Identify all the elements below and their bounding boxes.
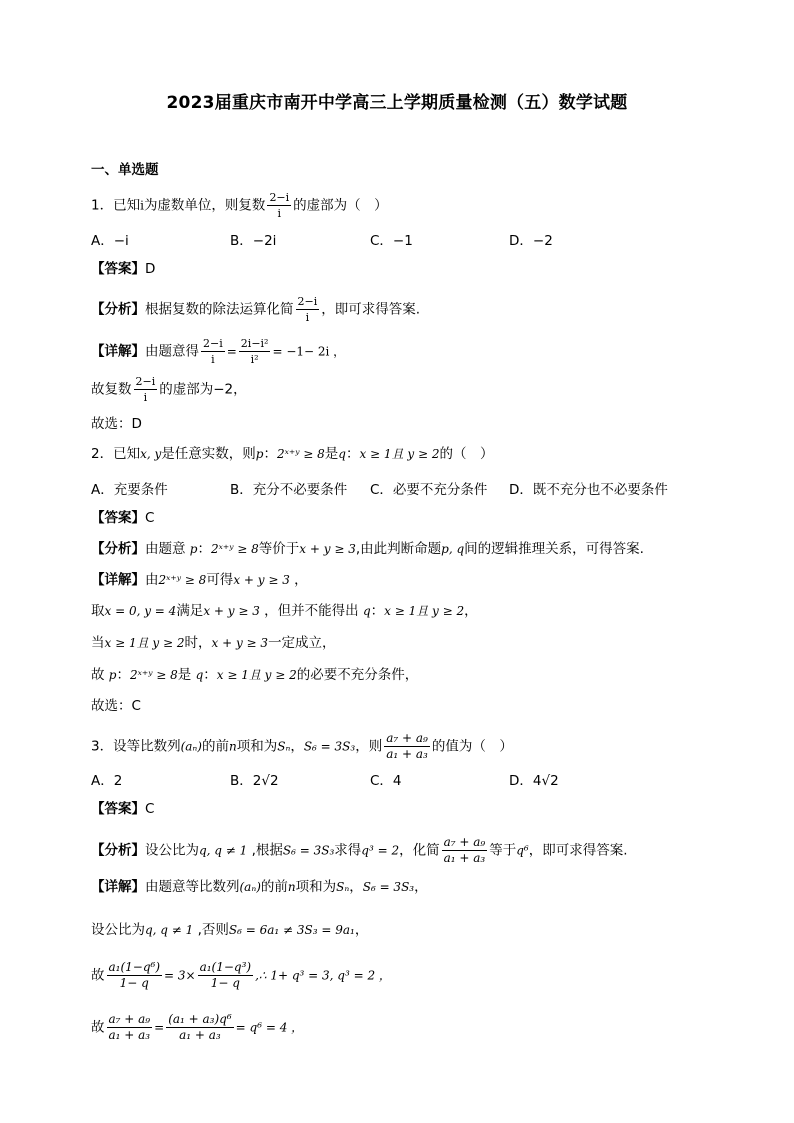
math: n <box>228 739 237 754</box>
text: ，即可求得答案. <box>528 842 628 859</box>
analysis-tag: 【分析】 <box>91 301 145 318</box>
math: S₆ = 3S₃ <box>282 843 335 858</box>
fraction <box>166 1012 233 1043</box>
math: p <box>255 447 264 461</box>
detail-line <box>91 665 418 685</box>
option-c: C．4 <box>370 773 402 789</box>
text: 1．已知 <box>91 197 141 214</box>
numerator: a₁(1−q³) <box>199 960 252 974</box>
math: x ≥ 1且 y ≥ 2 <box>384 604 465 618</box>
numerator: 2i−i² <box>240 337 269 350</box>
text: 等于 <box>489 842 517 859</box>
text: ,由此判断命题 <box>355 541 442 557</box>
math: Sₙ <box>277 739 291 754</box>
fraction <box>267 190 291 221</box>
math: Sₙ <box>336 880 350 894</box>
numerator: 2−i <box>135 375 156 388</box>
detail-tag: 【详解】 <box>91 572 145 588</box>
detail-line <box>91 960 391 991</box>
denominator: i <box>277 207 282 220</box>
detail-line <box>91 336 345 367</box>
detail-line <box>91 1012 303 1043</box>
question-1-stem <box>91 190 388 221</box>
text: ，即可求得答案. <box>321 301 421 318</box>
text: ， <box>289 572 308 588</box>
numerator: a₇ + a₉ <box>108 1012 151 1026</box>
text: 的虚部为（ ） <box>293 197 388 214</box>
fraction <box>296 294 320 325</box>
math: i <box>140 198 144 213</box>
answer-value: C <box>145 510 155 526</box>
math: = −1− 2i ， <box>272 344 346 359</box>
math: = <box>226 344 237 359</box>
math: x + y ≥ 3 <box>233 573 290 587</box>
answer-tag: 【答案】 <box>91 261 145 277</box>
math: 2ˣ⁺ʸ ≥ 8 <box>158 573 207 587</box>
math: q <box>362 604 371 618</box>
detail-tag: 【详解】 <box>91 343 145 360</box>
denominator: a₁ + a₃ <box>108 1028 151 1042</box>
detail-line <box>91 877 428 897</box>
option-a: A．充要条件 <box>91 482 168 498</box>
text: ，则 <box>355 738 383 755</box>
math: x, y <box>140 447 162 461</box>
text: 3．设等比数列 <box>91 738 181 755</box>
analysis-tag: 【分析】 <box>91 842 145 859</box>
denominator: i <box>211 353 215 366</box>
math: q⁶ <box>516 843 529 858</box>
text: 的虚部为−2， <box>159 381 247 398</box>
answer-line <box>91 259 155 279</box>
option-b: B．充分不必要条件 <box>230 482 348 498</box>
text: 的值为（ ） <box>431 738 513 755</box>
text: 的（ ） <box>439 446 494 462</box>
fraction <box>201 336 225 367</box>
math: S₆ = 6a₁ ≠ 3S₃ = 9a₁ <box>228 923 355 937</box>
fraction <box>239 336 271 367</box>
text: 由题意得 <box>145 343 199 360</box>
text: ： <box>370 603 385 619</box>
detail-line <box>91 633 336 653</box>
numerator: a₇ + a₉ <box>386 731 428 745</box>
denominator: a₁ + a₃ <box>443 851 486 865</box>
detail-tag: 【详解】 <box>91 879 145 895</box>
text: ，但并不能得出 <box>259 603 363 619</box>
text: ： <box>197 541 211 557</box>
math: x = 0, y = 4 <box>104 604 177 618</box>
text: 取 <box>91 603 105 619</box>
math: x + y ≥ 3 <box>211 636 269 650</box>
fraction <box>134 374 158 405</box>
option-a: A．2 <box>91 773 123 789</box>
text: 根据复数的除法运算化简 <box>145 301 294 318</box>
math: p, q <box>441 542 465 556</box>
fraction <box>107 960 163 991</box>
text: ： <box>116 667 130 683</box>
answer-value: D <box>145 261 156 277</box>
fraction <box>107 1012 153 1043</box>
text: 故 <box>91 667 109 683</box>
text: 可得 <box>206 572 234 588</box>
text: ： <box>263 446 277 462</box>
choose-line: 故选：D <box>91 416 142 432</box>
text: 故复数 <box>91 381 132 398</box>
text: 一定成立， <box>268 635 336 651</box>
numerator: a₁(1−q⁶) <box>108 960 161 974</box>
math: (aₙ) <box>180 739 202 754</box>
text: 为虚数单位，则复数 <box>143 197 266 214</box>
answer-tag: 【答案】 <box>91 801 145 817</box>
text: 的前 <box>201 738 229 755</box>
text: 是 <box>177 667 196 683</box>
numerator: (a₁ + a₃)q⁶ <box>168 1012 232 1026</box>
denominator: 1− q <box>119 976 149 990</box>
analysis-line <box>91 294 420 325</box>
text: 间的逻辑推理关系，可得答案. <box>464 541 644 557</box>
text: ， <box>290 738 304 755</box>
option-d: D．既不充分也不必要条件 <box>509 482 668 498</box>
math: (aₙ) <box>239 880 261 894</box>
answer-value: C <box>145 801 155 817</box>
denominator: a₁ + a₃ <box>179 1028 221 1042</box>
text: 的前 <box>260 879 288 895</box>
math: x ≥ 1且 y ≥ 2 <box>104 636 185 650</box>
math: p <box>189 542 198 556</box>
text: 项和为 <box>295 879 337 895</box>
text: 当 <box>91 635 105 651</box>
denominator: 1− q <box>210 976 240 990</box>
option-a: A．−i <box>91 233 129 249</box>
option-b: B．−2i <box>230 233 277 249</box>
math: = <box>154 1020 165 1035</box>
text: 求得 <box>334 842 362 859</box>
math: S₆ = 3S₃ <box>303 739 356 754</box>
numerator: 2−i <box>297 295 318 308</box>
fraction <box>384 731 430 762</box>
text: ， <box>464 603 478 619</box>
analysis-line <box>91 539 644 559</box>
text: ，化简 <box>399 842 440 859</box>
answer-line <box>91 799 154 819</box>
choose-line: 故选：C <box>91 698 141 714</box>
text: 时， <box>184 635 212 651</box>
math: = 3× <box>164 968 196 983</box>
numerator: 2−i <box>269 191 290 204</box>
text: 由题意 <box>145 541 190 557</box>
text: ， <box>349 879 363 895</box>
option-d: D．−2 <box>509 233 553 249</box>
math: q, q ≠ 1 <box>199 843 248 858</box>
math: q <box>338 447 346 461</box>
detail-line <box>91 920 368 940</box>
detail-line <box>91 374 247 405</box>
math: n <box>287 880 296 894</box>
math: x ≥ 1且 y ≥ 2 <box>359 447 440 461</box>
denominator: a₁ + a₃ <box>386 747 428 761</box>
numerator: a₇ + a₉ <box>443 835 486 849</box>
text: ： <box>345 446 360 462</box>
text: 是任意实数，则 <box>161 446 256 462</box>
option-d: D．4√2 <box>509 773 559 789</box>
text: ， <box>354 922 369 938</box>
text: 是 <box>324 446 339 462</box>
text: 故 <box>91 967 105 984</box>
detail-line <box>91 601 478 621</box>
text: 满足 <box>176 603 204 619</box>
text: 项和为 <box>236 738 278 755</box>
text: 故 <box>91 1019 105 1036</box>
math: x + y ≥ 3 <box>203 604 260 618</box>
fraction <box>442 835 488 866</box>
option-c: C．必要不充分条件 <box>370 482 488 498</box>
option-b: B．2√2 <box>230 773 279 789</box>
math: 2ˣ⁺ʸ ≥ 8 <box>129 668 178 682</box>
text: ： <box>203 667 217 683</box>
denominator: i <box>305 311 310 324</box>
denominator: i² <box>250 353 259 366</box>
fraction <box>198 960 254 991</box>
math: x + y ≥ 3 <box>299 542 356 556</box>
math: x ≥ 1且 y ≥ 2 <box>216 668 297 682</box>
math: S₆ = 3S₃ <box>362 880 415 894</box>
analysis-line <box>91 835 628 866</box>
text: 2．已知 <box>91 446 141 462</box>
text: 由 <box>145 572 159 588</box>
math: q, q ≠ 1 <box>145 923 194 937</box>
section-heading: 一、单选题 <box>91 162 159 178</box>
math: q³ = 2 <box>361 843 400 858</box>
numerator: 2−i <box>203 337 223 350</box>
analysis-tag: 【分析】 <box>91 541 145 557</box>
math: p <box>108 668 117 682</box>
denominator: i <box>143 391 148 404</box>
math: q <box>195 668 204 682</box>
option-c: C．−1 <box>370 233 413 249</box>
text: ,否则 <box>193 922 229 938</box>
text: 设公比为 <box>91 922 145 938</box>
detail-line <box>91 570 308 590</box>
question-3-stem <box>91 731 513 762</box>
text: 设公比为 <box>145 842 199 859</box>
answer-tag: 【答案】 <box>91 510 145 526</box>
answer-line <box>91 508 154 528</box>
page-title: 2023届重庆市南开中学高三上学期质量检测（五）数学试题 <box>166 93 628 113</box>
math: 2ˣ⁺ʸ ≥ 8 <box>276 447 325 461</box>
text: 由题意等比数列 <box>145 879 240 895</box>
text: 的必要不充分条件， <box>296 667 419 683</box>
question-2-stem <box>91 444 493 464</box>
text: 等价于 <box>258 541 300 557</box>
math: ,∴ 1+ q³ = 3, q³ = 2 ， <box>255 968 391 983</box>
math: 2ˣ⁺ʸ ≥ 8 <box>210 542 259 556</box>
text: ,根据 <box>247 842 283 859</box>
text: ， <box>414 879 428 895</box>
math: = q⁶ = 4 ， <box>235 1020 304 1035</box>
